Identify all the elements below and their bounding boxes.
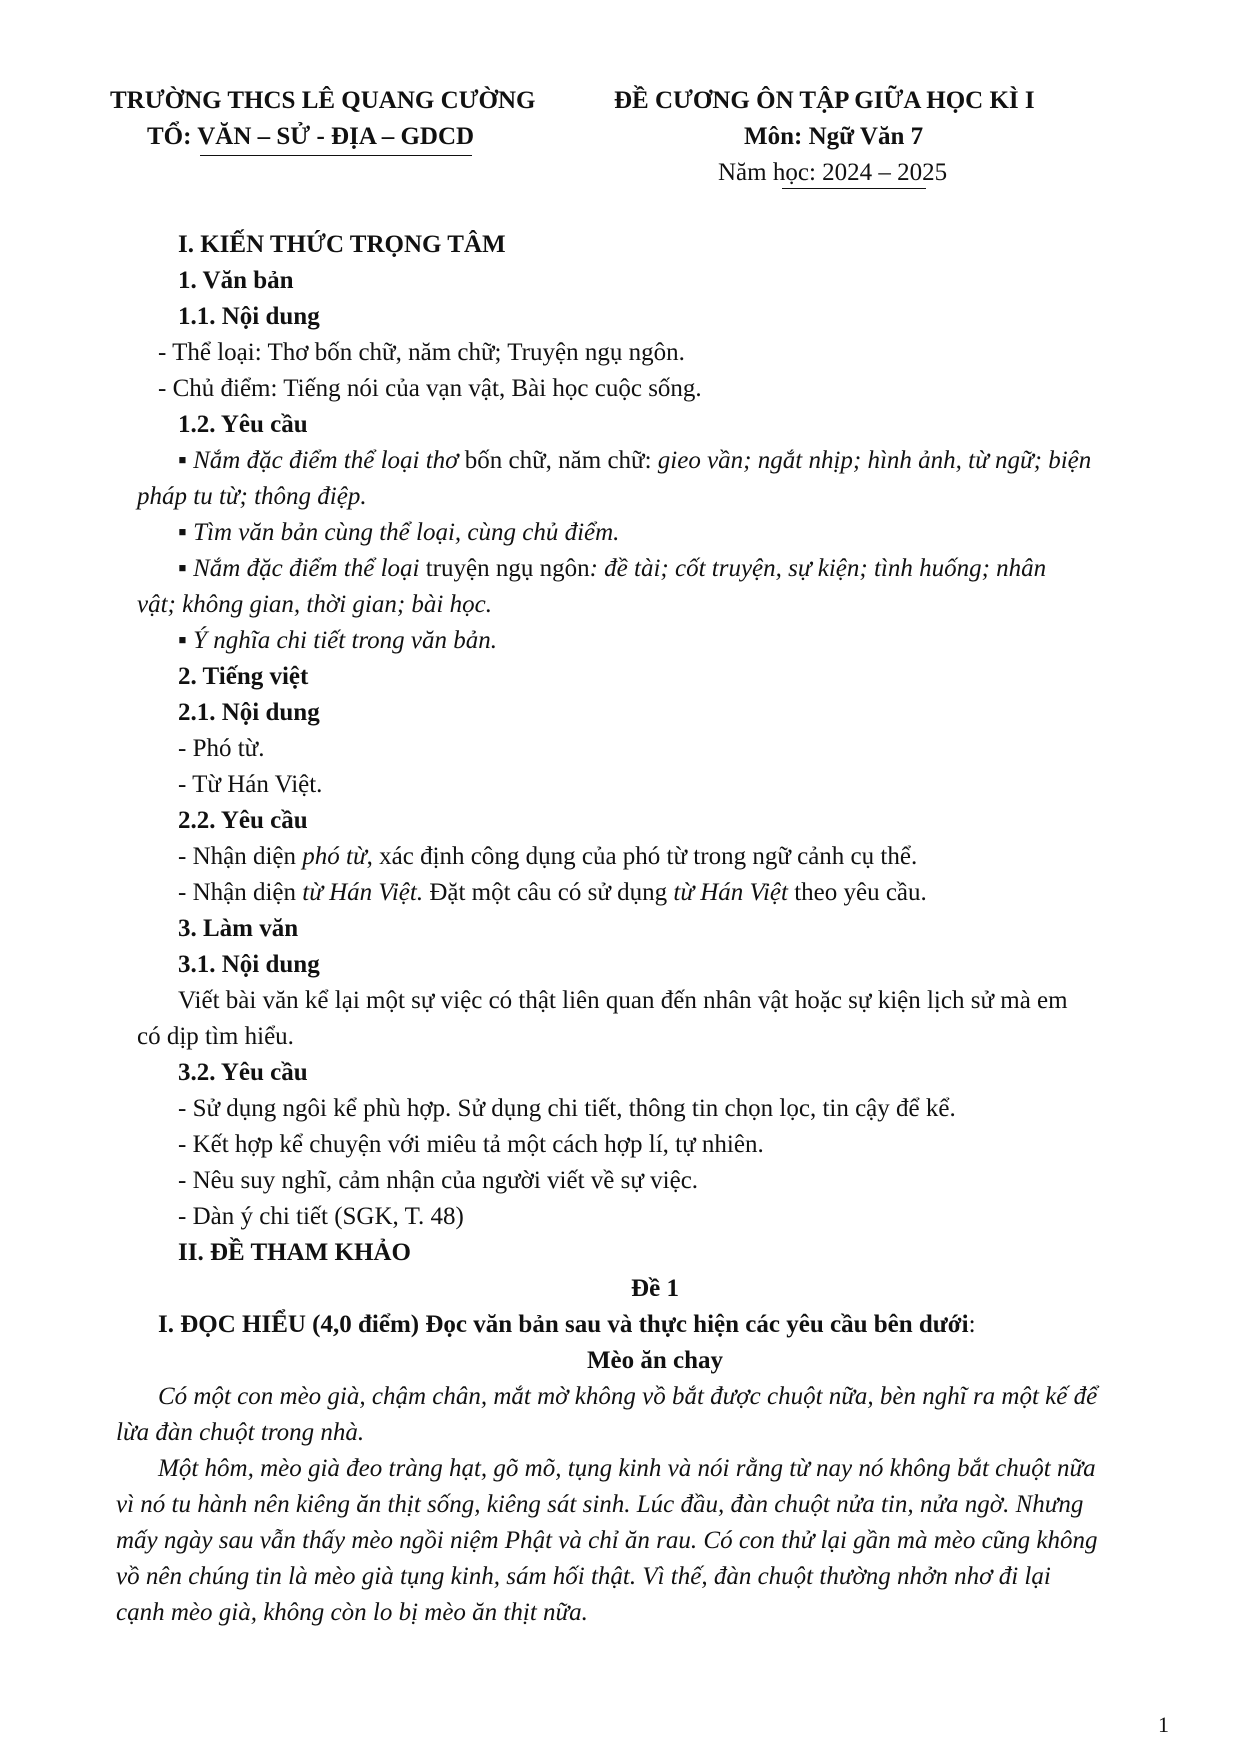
writing-req-3: - Nêu suy nghĩ, cảm nhận của người viết về sự việc. [178,1167,699,1194]
requirement-2: ▪ Tìm văn bản cùng thể loại, cùng chủ điểm. [178,519,620,546]
subsection-2-2-heading: 2.2. Yêu cầu [178,807,308,834]
subsection-1-1-heading: 1.1. Nội dung [178,303,320,330]
writing-content-line-2: có dịp tìm hiểu. [137,1023,294,1050]
requirement-3-part-c: : đề tài; cốt truyện, sự kiện; tình huống; nhân [589,555,1047,582]
story-p2-line-4: vồ nên chúng tin là mèo già tụng kinh, sám hối thật. Vì thế, đàn chuột thường nhởn nhơ đi lại [116,1563,1051,1590]
theme-line: - Chủ điểm: Tiếng nói của vạn vật, Bài học cuộc sống. [158,375,702,402]
subsection-1-2-heading: 1.2. Yêu cầu [178,411,308,438]
year-underline [782,188,926,189]
writing-req-4: - Dàn ý chi tiết (SGK, T. 48) [178,1203,464,1230]
requirement-1-part-c: gieo vần; ngắt nhịp; hình ảnh, từ ngữ; biện [657,447,1092,474]
requirement-1-part-a: ▪ Nắm đặc điểm thể loại thơ [178,447,459,474]
school-year: Năm học: 2024 – 2025 [718,159,948,186]
reading-heading-text: I. ĐỌC HIỂU (4,0 điểm) Đọc văn bản sau và thực hiện các yêu cầu bên dưới [158,1311,969,1338]
writing-content-line-1: Viết bài văn kể lại một sự việc có thật liên quan đến nhân vật hoặc sự kiện lịch sử mà em [178,987,1068,1014]
requirement-3-line-1 [178,552,1046,586]
adverb-item: - Phó từ. [178,735,265,762]
subsection-3-1-heading: 3.1. Nội dung [178,951,320,978]
writing-req-2: - Kết hợp kể chuyện với miêu tả một cách hợp lí, tự nhiên. [178,1131,764,1158]
page-number: 1 [1158,1712,1169,1737]
sino-vietnamese-item: - Từ Hán Việt. [178,771,323,798]
subsection-2-1-heading: 2.1. Nội dung [178,699,320,726]
story-p1-line-1: Có một con mèo già, chậm chân, mắt mờ không vồ bắt được chuột nữa, bèn nghĩ ra một kế để [158,1383,1098,1410]
reading-heading [158,1308,976,1342]
tv-req-2-b: từ Hán Việt. [302,879,424,906]
subsection-3-2-heading: 3.2. Yêu cầu [178,1059,308,1086]
story-p2-line-5: cạnh mèo già, không còn lo bị mèo ăn thịt nữa. [116,1599,588,1626]
subsection-1-heading: 1. Văn bản [178,267,294,294]
requirement-3-line-2: vật; không gian, thời gian; bài học. [137,591,492,618]
department-name: TỔ: VĂN – SỬ - ĐỊA – GDCD [147,123,475,150]
story-p2-line-2: vì nó tu hành nên kiêng ăn thịt sống, kiêng sát sinh. Lúc đầu, đàn chuột nửa tin, nửa ngờ. Nhưng [116,1491,1084,1518]
genre-line: - Thể loại: Thơ bốn chữ, năm chữ; Truyện ngụ ngôn. [158,339,685,366]
requirement-1-line-2: pháp tu từ; thông điệp. [137,483,367,510]
tv-requirement-1 [178,840,917,874]
requirement-4: ▪ Ý nghĩa chi tiết trong văn bản. [178,627,498,654]
department-underline [200,155,472,156]
section-2-heading: II. ĐỀ THAM KHẢO [178,1239,411,1266]
subsection-2-heading: 2. Tiếng việt [178,663,309,690]
story-p1-line-2: lừa đàn chuột trong nhà. [116,1419,365,1446]
tv-req-2-a: - Nhận diện [178,879,303,906]
exam-number: Đề 1 [631,1275,679,1302]
writing-req-1: - Sử dụng ngôi kể phù hợp. Sử dụng chi tiết, thông tin chọn lọc, tin cậy để kể. [178,1095,956,1122]
story-title: Mèo ăn chay [586,1347,724,1374]
tv-req-2-d: từ Hán Việt [673,879,788,906]
reading-heading-colon: : [968,1311,976,1338]
tv-req-2-e: theo yêu cầu. [787,879,927,906]
requirement-1-line-1 [178,444,1091,478]
tv-req-1-b: phó từ [302,843,367,870]
requirement-1-part-b: bốn chữ, năm chữ: [458,447,658,474]
subsection-3-heading: 3. Làm văn [178,915,299,942]
document-title: ĐỀ CƯƠNG ÔN TẬP GIỮA HỌC KÌ I [614,87,1035,114]
school-name: TRƯỜNG THCS LÊ QUANG CƯỜNG [110,87,536,114]
tv-req-1-a: - Nhận diện [178,843,303,870]
story-p2-line-3: mấy ngày sau vẫn thấy mèo ngồi niệm Phật và chỉ ăn rau. Có con thử lại gần mà mèo cũng không [116,1527,1098,1554]
story-p2-line-1: Một hôm, mèo già đeo tràng hạt, gõ mõ, tụng kinh và nói rằng từ nay nó không bắt chuột nữa [158,1455,1096,1482]
tv-req-2-c: Đặt một câu có sử dụng [423,879,674,906]
tv-req-1-c: , xác định công dụng của phó từ trong ngữ cảnh cụ thể. [366,843,918,870]
section-1-heading: I. KIẾN THỨC TRỌNG TÂM [178,231,506,258]
requirement-3-part-a: ▪ Nắm đặc điểm thể loại [178,555,420,582]
subject-line: Môn: Ngữ Văn 7 [744,123,924,150]
tv-requirement-2 [178,876,927,910]
requirement-3-part-b: truyện ngụ ngôn [419,555,590,582]
